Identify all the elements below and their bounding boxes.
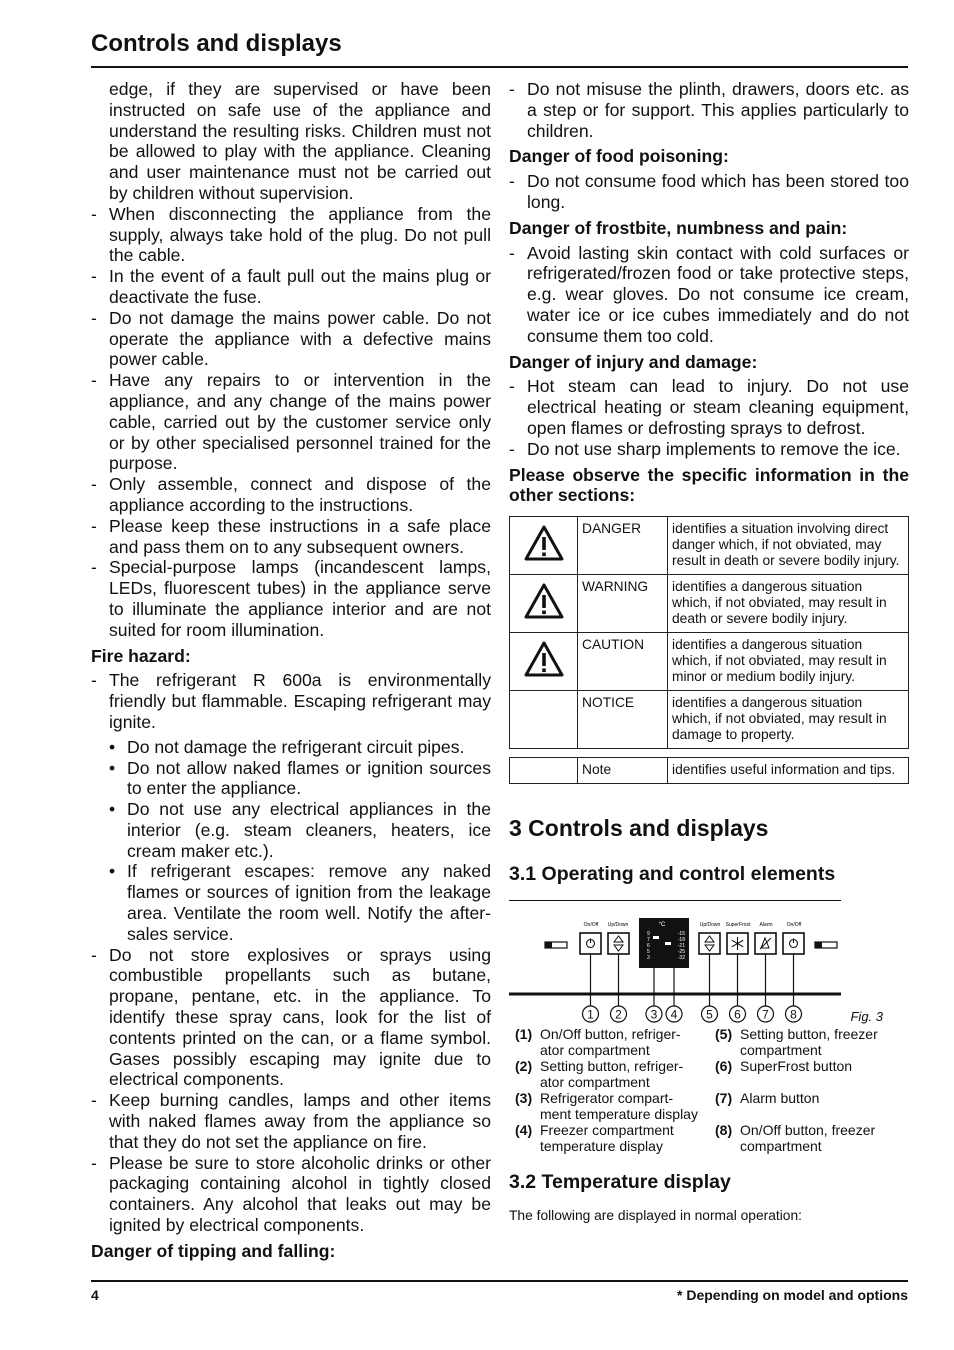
section-heading-3: 3 Controls and displays: [509, 815, 769, 842]
button-caption: SuperFrost: [725, 922, 751, 929]
section-heading-3-2: 3.2 Temperature display: [509, 1171, 731, 1194]
fridge-temp: 9: [647, 931, 650, 938]
table-row: [510, 517, 909, 575]
signal-word: NOTICE: [578, 691, 668, 749]
list-item: - The refrigerant R 600a is environmentally friendly but flammable. Escaping refrigerant may ignite.: [91, 670, 491, 732]
observe-note: Please observe the specific information in the other sections:: [509, 464, 909, 506]
bullet-item: • Do not use any electrical appliances in the interior (e.g. steam cleaners, heaters, ice cream maker etc.).: [91, 799, 491, 861]
fridge-on-off-button: [580, 933, 601, 954]
frostbite-heading: Danger of frostbite, numbness and pain:: [509, 217, 848, 238]
temperature-display-panel: [639, 918, 689, 968]
legend-item: (4) Freezer compartment temperature display: [515, 1122, 674, 1155]
legend-item: (3) Refrigerator compart-ment temperature display: [515, 1090, 698, 1123]
note-table: [509, 757, 909, 784]
table-row: [510, 758, 909, 784]
fridge-temp: 7: [647, 937, 650, 944]
button-caption: Up/Down: [607, 922, 629, 929]
fridge-temp: 6: [647, 943, 650, 950]
superfrost-button: [727, 933, 748, 954]
list-item: - When disconnecting the appliance from the supply, always take hold of the plug. Do not pull the cable.: [91, 204, 491, 266]
figure-label: Fig. 3: [850, 1009, 883, 1025]
list-item: - Do not store explosives or sprays using combustible propellants such as butane, propane, pentane, etc. in the appliance. To identify these spray cans, look for the list of contents printed on the can, or a flame symbol. Gases possibly escaping may ignite due to electrical components.: [91, 945, 491, 1091]
tipping-heading: Danger of tipping and falling:: [91, 1240, 336, 1261]
button-caption: On/Off: [786, 922, 802, 929]
bullet-item: • Do not damage the refrigerant circuit pipes.: [91, 737, 491, 758]
button-caption: Up/Down: [699, 922, 721, 929]
signal-word: CAUTION: [578, 633, 668, 691]
legend-item: (6) SuperFrost button: [715, 1058, 853, 1075]
warning-triangle-icon: [510, 575, 578, 633]
signal-word: DANGER: [578, 517, 668, 575]
fridge-indicator-icon: [545, 942, 567, 948]
alarm-button: [755, 933, 776, 954]
warning-triangle-icon: [510, 633, 578, 691]
list-item: - Do not damage the mains power cable. Do not operate the appliance with a defective mains power cable.: [91, 308, 491, 370]
footer-rule: [91, 1280, 908, 1282]
signal-word-table: [509, 516, 909, 749]
callout-number: 2: [615, 1007, 622, 1022]
list-item: - Have any repairs to or intervention in the appliance, and any change of the mains power cable, carried out by the customer service only or by other specialised personnel trained for the purpose.: [91, 370, 491, 474]
freezer-temp: -21: [677, 943, 685, 950]
list-item: - Do not use sharp implements to remove the ice.: [509, 439, 909, 460]
bullet-item: • If refrigerant escapes: remove any naked flames or sources of ignition from the leakage area. Ventilate the room well. Notify the after-sales service.: [91, 861, 491, 944]
freezer-temp: -15: [677, 931, 685, 938]
fridge-setting-button: [608, 933, 629, 954]
list-item: - Please keep these instructions in a safe place and pass them on to any subsequent owners.: [91, 516, 491, 558]
signal-word: Note: [578, 758, 668, 784]
page-number: 4: [91, 1287, 99, 1303]
callout-number: 7: [762, 1007, 769, 1022]
figure-legend: [509, 1026, 909, 1154]
signal-description: identifies useful information and tips.: [668, 758, 909, 784]
fridge-temp: 5: [647, 949, 650, 956]
control-panel-figure: [509, 900, 909, 1025]
button-caption: On/Off: [583, 922, 599, 929]
section-heading-3-1: 3.1 Operating and control elements: [509, 863, 836, 886]
legend-item: (7) Alarm button: [715, 1090, 820, 1107]
list-item: - Special-purpose lamps (incandescent lamps, LEDs, fluorescent tubes) in the appliance serve to illuminate the appliance interior and are not suited for room illumination.: [91, 557, 491, 640]
freezer-indicator-icon: [815, 942, 837, 948]
legend-item: (5) Setting button, freezer compartment: [715, 1026, 878, 1059]
freezer-temp: -25: [677, 949, 685, 956]
fridge-temp: 3: [647, 955, 650, 962]
list-item: - Avoid lasting skin contact with cold surfaces or refrigerated/frozen food or take protective steps, e.g. wear gloves. Do not consume ice cream, water ice or ice cubes immediately and do not consume them too cold.: [509, 243, 909, 347]
list-item: - Keep burning candles, lamps and other items with naked flames away from the appliance so that they do not set the appliance on fire.: [91, 1090, 491, 1152]
signal-description: identifies a dangerous situation which, if not obviated, may result in damage to property.: [668, 691, 909, 749]
left-column: [91, 79, 491, 1266]
injury-heading: Danger of injury and damage:: [509, 351, 758, 372]
button-caption: Alarm: [759, 922, 773, 929]
empty-icon-cell: [510, 691, 578, 749]
intro-paragraph: edge, if they are supervised or have been instructed on safe use of the appliance and understand the resulting risks. Children must not be allowed to play with the appliance. Cleaning and user maintenance must not be carried out by children without supervision.: [109, 79, 491, 203]
list-item: - Hot steam can lead to injury. Do not use electrical heating or steam cleaning equipment, open flames or defrosting sprays to defrost.: [509, 376, 909, 438]
bullet-item: • Do not allow naked flames or ignition sources to enter the appliance.: [91, 758, 491, 800]
callout-number: 6: [734, 1007, 741, 1022]
list-item: - In the event of a fault pull out the mains plug or deactivate the fuse.: [91, 266, 491, 308]
legend-item: (1) On/Off button, refriger-ator compartment: [515, 1026, 681, 1059]
list-item: - Only assemble, connect and dispose of the appliance according to the instructions.: [91, 474, 491, 516]
signal-word: WARNING: [578, 575, 668, 633]
footer-note: * Depending on model and options: [677, 1287, 908, 1303]
callout-number: 3: [650, 1007, 658, 1022]
list-item: - Do not misuse the plinth, drawers, doors etc. as a step or for support. This applies particularly to children.: [509, 79, 909, 141]
food-poisoning-heading: Danger of food poisoning:: [509, 146, 729, 167]
fire-hazard-heading: Fire hazard:: [91, 645, 191, 666]
empty-icon-cell: [510, 758, 578, 784]
callout-number: 1: [587, 1007, 594, 1022]
fire-bullet-list: [91, 737, 491, 945]
signal-description: identifies a situation involving direct danger which, if not obviated, may result in death or severe bodily injury.: [668, 517, 909, 575]
warning-triangle-icon: [510, 517, 578, 575]
display-unit: °C: [658, 922, 666, 929]
freezer-temp: -18: [677, 937, 685, 944]
callout-number: 5: [706, 1007, 713, 1022]
right-column: [509, 79, 909, 1227]
freezer-on-off-button: [783, 933, 804, 954]
list-item: - Please be sure to store alcoholic drinks or other packaging containing alcohol in tightly closed containers. Any alcohol that leaks out may be ignited by electrical components.: [91, 1153, 491, 1236]
signal-description: identifies a dangerous situation which, if not obviated, may result in death or severe bodily injury.: [668, 575, 909, 633]
list-item: - Do not consume food which has been stored too long.: [509, 171, 909, 213]
legend-item: (8) On/Off button, freezer compartment: [715, 1122, 876, 1155]
table-row: [510, 633, 909, 691]
freezer-temp: -32: [677, 955, 685, 962]
freezer-setting-button: [699, 933, 720, 954]
legend-item: (2) Setting button, refriger-ator compartment: [515, 1058, 684, 1091]
display-intro: The following are displayed in normal operation:: [509, 1208, 802, 1224]
callout-number: 8: [790, 1007, 797, 1022]
header-rule: [91, 66, 908, 68]
callout-number: 4: [670, 1007, 678, 1022]
signal-description: identifies a dangerous situation which, if not obviated, may result in minor or medium bodily injury.: [668, 633, 909, 691]
table-row: [510, 575, 909, 633]
table-row: [510, 691, 909, 749]
page-title: Controls and displays: [91, 30, 342, 57]
